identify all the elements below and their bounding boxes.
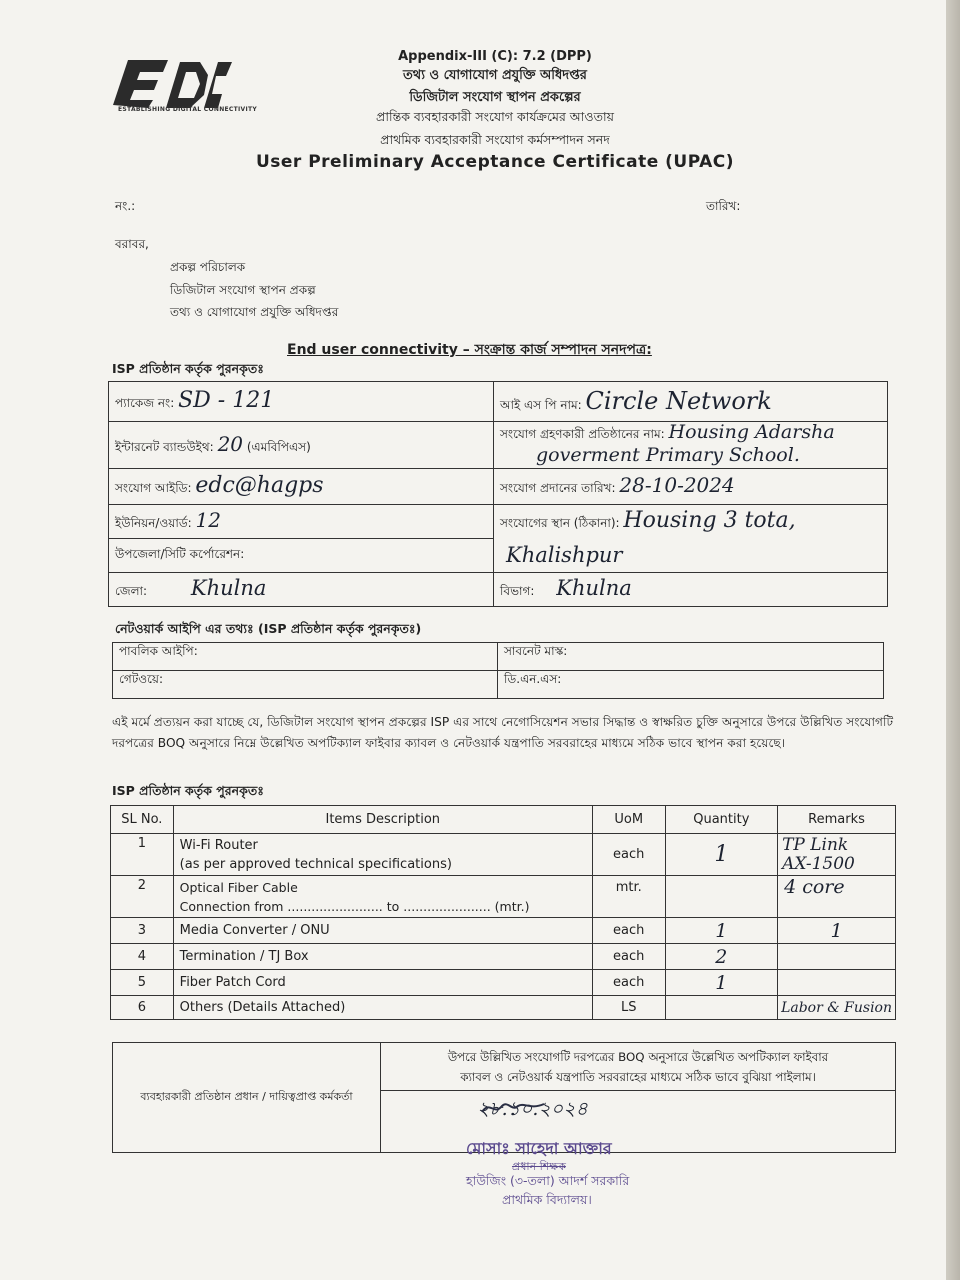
row-remarks-detail: AX-1500 xyxy=(782,853,855,874)
district-value: Khulna xyxy=(190,576,267,600)
bandwidth-value: 20 xyxy=(217,431,244,456)
row-remarks: TP Link xyxy=(782,834,849,855)
items-heading: ISP প্রতিষ্ঠান কর্তৃক পুরনকৃতঃ xyxy=(112,783,264,798)
connection-id-label: সংযোগ আইডি: xyxy=(115,481,192,495)
subnet-label: সাবনেট মাস্ক: xyxy=(504,644,568,658)
isp-name-value: Circle Network xyxy=(585,386,772,415)
certificate-title: User Preliminary Acceptance Certificate (UPAC) xyxy=(255,152,735,172)
row-desc: Media Converter / ONU xyxy=(173,918,592,944)
bandwidth-label: ইন্টারনেট ব্যান্ডউইথ: xyxy=(115,439,214,454)
network-heading: নেটওয়ার্ক আইপি এর তথ্যঃ (ISP প্রতিষ্ঠান কর্তৃক পুরনকৃতঃ) xyxy=(115,621,422,636)
row-sl: 2 xyxy=(111,876,174,918)
row-sl: 4 xyxy=(111,944,174,970)
isp-info-table xyxy=(108,381,888,607)
row-sl: 1 xyxy=(111,834,174,876)
col-desc: Items Description xyxy=(173,806,592,834)
package-value: SD - 121 xyxy=(178,388,275,413)
signature-date: ২৮.১০.২০২৪ xyxy=(477,1098,588,1120)
table-row xyxy=(111,944,896,970)
col-qty: Quantity xyxy=(665,806,778,834)
network-table xyxy=(112,642,884,699)
row-sl: 6 xyxy=(111,996,174,1020)
col-sl: SL No. xyxy=(111,806,174,834)
district-label: জেলা: xyxy=(115,584,148,598)
table-row xyxy=(111,834,896,876)
row-remarks: Labor & Fusion xyxy=(781,999,892,1016)
row-remarks xyxy=(778,970,896,996)
division-label: বিভাগ: xyxy=(500,584,535,598)
row-qty: 1 xyxy=(714,842,729,867)
row-qty xyxy=(665,876,778,918)
table-row xyxy=(111,876,896,918)
stamp-name: মোসাঃ সাহেদা আক্তার xyxy=(466,1139,612,1158)
location-value-line2: Khalishpur xyxy=(506,543,623,568)
section-title: End user connectivity – সংক্রান্ত কার্জ সম্পাদন সনদপত্র: xyxy=(287,342,652,358)
row-qty xyxy=(665,996,778,1020)
recipient-label: সংযোগ গ্রহণকারী প্রতিষ্ঠানের নাম: xyxy=(500,427,665,441)
col-remarks: Remarks xyxy=(778,806,896,834)
row-remarks: 4 core xyxy=(784,876,845,898)
gateway-label: গেটওয়ে: xyxy=(119,672,164,686)
union-value: 12 xyxy=(195,508,221,532)
row-desc: Fiber Patch Cord xyxy=(173,970,592,996)
division-value: Khulna xyxy=(556,576,632,600)
location-label: সংযোগের স্থান (ঠিকানা): xyxy=(500,516,620,531)
row-uom: each xyxy=(592,918,665,944)
address-line1: প্রকল্প পরিচালক xyxy=(170,260,246,274)
row-qty: 2 xyxy=(715,945,728,968)
row-uom: each xyxy=(592,834,665,876)
stamp-school-line2: প্রাথমিক বিদ্যালয়। xyxy=(502,1192,592,1207)
table-row xyxy=(111,918,896,944)
row-desc: Others (Details Attached) xyxy=(173,996,592,1020)
items-table xyxy=(110,805,896,1020)
declaration-text: এই মর্মে প্রত্যয়ন করা যাচ্ছে যে, ডিজিটাল সংযোগ স্থাপন প্রকল্পের ISP এর সাথে নেগোসিয়েশন সভার সিদ্ধান্ত ও স্বাক্ষরিত চুক্তি অনুসারে উপরে উল্লিখিত সংযোগটি দরপত্রের BOQ অনুসারে নিম্নে উল্লেখিত অপটিক্যাল ফাইবার ক্যাবল ও নেটওয়ার্ক যন্ত্রপাতি সরবরাহের মাধ্যমে সঠিক ভাবে স্থাপন করা হয়েছে। xyxy=(112,715,894,750)
row-uom: each xyxy=(592,970,665,996)
row-uom: LS xyxy=(592,996,665,1020)
row-desc: Optical Fiber Cable xyxy=(179,879,298,895)
recipient-value-line1: Housing Adarsha xyxy=(668,421,835,443)
row-qty: 1 xyxy=(715,919,728,942)
col-uom: UoM xyxy=(592,806,665,834)
row-desc: Termination / TJ Box xyxy=(173,944,592,970)
row-desc-detail: Connection from ........................ to ...................... (mtr.) xyxy=(179,898,530,914)
appendix-ref: Appendix-III (C): 7.2 (DPP) xyxy=(398,49,592,64)
union-label: ইউনিয়ন/ওয়ার্ড: xyxy=(115,516,192,530)
table-row xyxy=(111,996,896,1020)
table-row xyxy=(111,970,896,996)
logo-tagline: ESTABLISHING DIGITAL CONNECTIVITY xyxy=(118,106,258,113)
items-header-row xyxy=(111,806,896,834)
acceptance-statement-line2: ক্যাবল ও নেটওয়ার্ক যন্ত্রপাতি সরবরাহের মাধ্যমে সঠিক ভাবে বুঝিয়া পাইলাম। xyxy=(460,1069,816,1084)
department-name: তথ্য ও যোগাযোগ প্রযুক্তি অধিদপ্তর xyxy=(403,68,587,83)
isp-heading: ISP প্রতিষ্ঠান কর্তৃক পুরনকৃতঃ xyxy=(112,361,264,376)
row-uom: mtr. xyxy=(592,876,665,918)
sanad-title: প্রাথমিক ব্যবহারকারী সংযোগ কর্মসম্পাদন সনদ xyxy=(380,132,610,147)
row-desc-detail: (as per approved technical specifications) xyxy=(179,856,452,872)
row-sl: 3 xyxy=(111,918,174,944)
row-qty: 1 xyxy=(715,971,728,994)
row-desc: Wi-Fi Router xyxy=(179,837,258,853)
acceptance-statement-line1: উপরে উল্লিখিত সংযোগটি দরপত্রের BOQ অনুসারে উল্লেখিত অপটিক্যাল ফাইবার xyxy=(447,1049,829,1064)
project-name: ডিজিটাল সংযোগ স্থাপন প্রকল্পের xyxy=(409,90,581,105)
row-sl: 5 xyxy=(111,970,174,996)
row-remarks: 1 xyxy=(830,919,843,942)
address-line2: ডিজিটাল সংযোগ স্থাপন প্রকল্প xyxy=(170,283,316,297)
row-remarks xyxy=(778,944,896,970)
address-line3: তথ্য ও যোগাযোগ প্রযুক্তি অধিদপ্তর xyxy=(170,305,339,319)
row-uom: each xyxy=(592,944,665,970)
acceptance-officer-label: ব্যবহারকারী প্রতিষ্ঠান প্রধান / দায়িত্বপ্রাপ্ত কর্মকর্তা xyxy=(113,1043,381,1153)
connection-date-value: 28-10-2024 xyxy=(619,473,735,497)
connection-date-label: সংযোগ প্রদানের তারিখ: xyxy=(500,481,616,495)
public-ip-label: পাবলিক আইপি: xyxy=(119,644,198,658)
signature-scribble xyxy=(478,1098,548,1118)
package-label: প্যাকেজ নং: xyxy=(115,396,175,410)
dns-label: ডি.এন.এস: xyxy=(504,672,562,686)
location-value-line1: Housing 3 tota, xyxy=(623,508,796,534)
upazila-label: উপজেলা/সিটি কর্পোরেশন: xyxy=(115,546,245,561)
connection-id-value: edc@hagps xyxy=(195,473,324,498)
bandwidth-unit: (এমবিপিএস) xyxy=(246,439,311,454)
isp-name-label: আই এস পি নাম: xyxy=(500,397,582,412)
recipient-value-line2: goverment Primary School. xyxy=(536,444,800,466)
page-edge-shadow xyxy=(946,0,960,1280)
stamp-designation: প্রধান শিক্ষক xyxy=(512,1160,566,1173)
ref-no-label: নং.: xyxy=(115,199,136,213)
date-label: তারিখ: xyxy=(706,199,741,213)
programme-name: প্রান্তিক ব্যবহারকারী সংযোগ কার্যক্রমের আওতায় xyxy=(376,109,614,124)
address-to: বরাবর, xyxy=(115,237,149,251)
stamp-school-line1: হাউজিং (৩-তলা) আদর্শ সরকারি xyxy=(466,1173,630,1188)
